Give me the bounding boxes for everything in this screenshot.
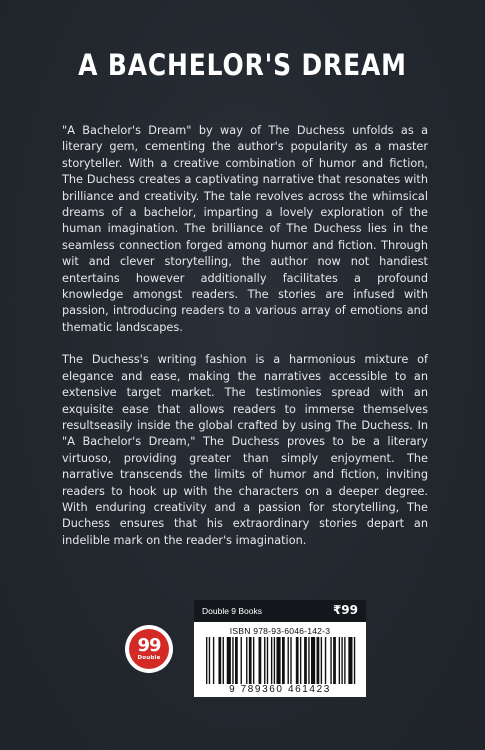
publisher-logo — [125, 625, 173, 673]
barcode-bar — [218, 637, 221, 685]
barcode-bar — [308, 637, 309, 685]
barcode-bar — [249, 637, 252, 685]
barcode-panel — [194, 600, 366, 697]
barcode-bar — [232, 637, 233, 685]
barcode-bar — [259, 637, 262, 685]
blurb-paragraph-1: "A Bachelor's Dream" by way of The Duchess unfolds as a literary gem, cementing the author's popularity as a master storyteller. With a creative combination of humor and fiction, The Duchess creates a captivating narrative that resonates with brilliance and creativity. The tale revolves across the whimsical dreams of a bachelor, imparting a lovely exploration of the human imagination. The brilliance of The Duchess lies in the seamless connection forged among humor and fiction. Through wit and clever storytelling, the author now not handiest entertains however additionally facilitates a profound knowledge amongst readers. The stories are infused with passion, introducing readers to a various array of emotions and thematic landscapes. — [62, 124, 428, 334]
barcode-bar — [304, 637, 307, 685]
barcode-bar — [206, 637, 207, 685]
barcode-header — [194, 600, 366, 622]
barcode-bar — [264, 637, 265, 685]
barcode-bar — [271, 637, 272, 685]
barcode-bar — [354, 637, 355, 685]
barcode-bar — [325, 637, 326, 685]
barcode-bar — [213, 637, 214, 685]
barcode-bar — [253, 637, 254, 685]
barcode-bars — [206, 637, 358, 685]
barcode-bar — [209, 637, 210, 685]
barcode-bar — [296, 637, 299, 685]
barcode-bar — [288, 637, 289, 685]
barcode-bar — [276, 637, 280, 685]
book-blurb — [62, 123, 428, 549]
publisher-logo-number: 99 — [137, 635, 161, 656]
barcode-bar — [348, 637, 352, 685]
blurb-paragraph-2: The Duchess's writing fashion is a harmonious mixture of elegance and ease, making the narratives accessible to an extensive target market. The testimonies spread with an exquisite ease that allows readers to immerse themselves resultseasily inside the global crafted by using The Duchess. In "A Bachelor's Dream," The Duchess proves to be a literary virtuoso, providing greater than simply enjoyment. The narrative transcends the limits of humor and fiction, inviting readers to hook up with the characters on a deeper degree. With enduring creativity and a passion for storytelling, The Duchess ensures that his extraordinary stories depart an indelible mark on the reader's imagination. — [62, 353, 428, 547]
barcode-bar — [333, 637, 336, 685]
isbn-label: ISBN 978-93-6046-142-3 — [229, 626, 331, 636]
publisher-name: Double 9 Books — [202, 606, 263, 616]
barcode-bar — [246, 637, 247, 685]
barcode-bar — [290, 637, 291, 685]
barcode-bar — [267, 637, 268, 685]
barcode-bar — [274, 637, 275, 685]
barcode-bar — [321, 637, 322, 685]
barcode-bar — [300, 637, 301, 685]
barcode-bar — [330, 637, 331, 685]
barcode-bar — [344, 637, 345, 685]
book-title: A BACHELOR'S DREAM — [78, 48, 407, 82]
barcode-digits: 9 789360 461423 — [198, 684, 362, 695]
barcode-bar — [317, 637, 320, 685]
publisher-logo-word: Double — [137, 655, 161, 661]
barcode-bar — [339, 637, 340, 685]
barcode-bar — [282, 637, 285, 685]
barcode-bar — [311, 637, 315, 685]
price-label: ₹99 — [332, 603, 358, 617]
publisher-logo-badge — [129, 629, 169, 669]
barcode-bar — [241, 637, 242, 685]
barcode-bar — [235, 637, 238, 685]
barcode-bar — [223, 637, 224, 685]
barcode-bar — [341, 637, 342, 685]
barcode-bar — [227, 637, 231, 685]
